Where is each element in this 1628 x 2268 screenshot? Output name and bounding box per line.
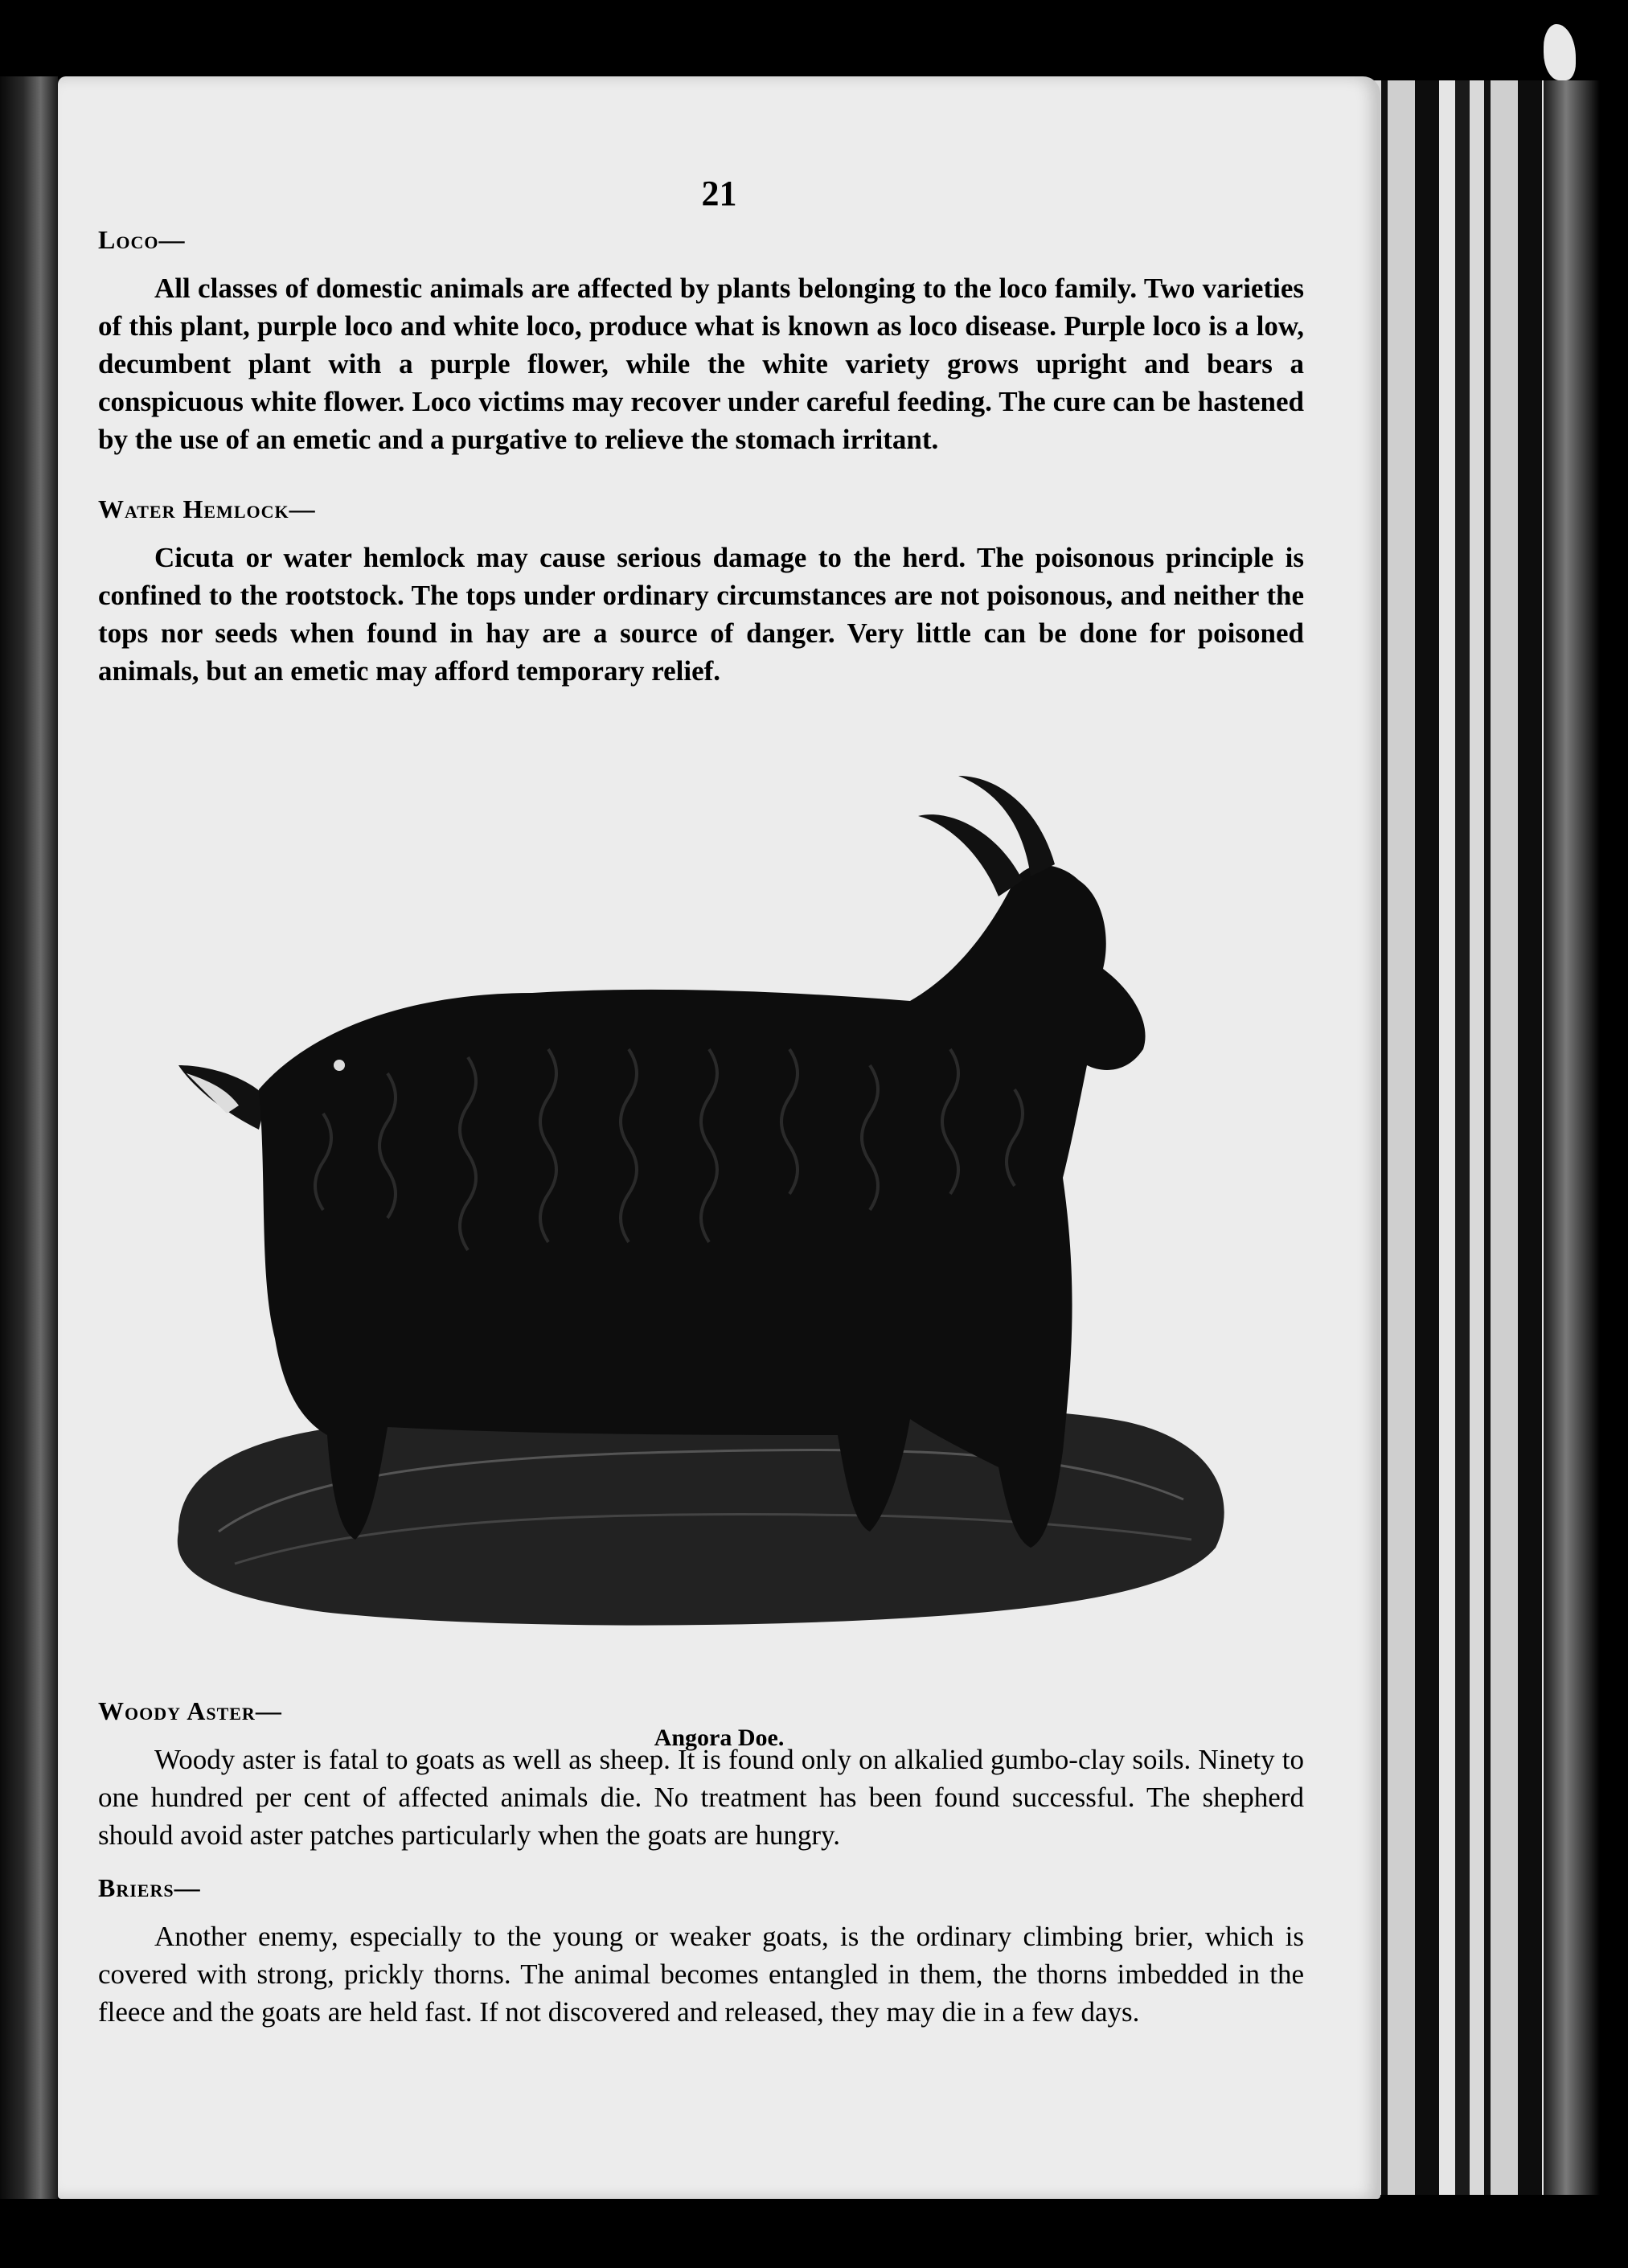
- section-text-woody-aster: Woody aster is fatal to goats as well as sheep. It is found only on alkalied gumbo-clay soils. Ninety to one hundred per cent of affected animals die. No treatment has been found successful. The shepherd should avoid aster patches particularly when the goats are hungry.: [98, 1744, 1304, 1851]
- section-water-hemlock: [98, 494, 1304, 690]
- angora-goat-illustration: [146, 728, 1272, 1704]
- section-heading-woody-aster: Woody Aster—: [98, 1696, 282, 1725]
- figure-caption: Angora Doe.: [654, 1725, 785, 1751]
- section-woody-aster: [98, 1696, 1304, 1854]
- section-heading-loco: Loco—: [98, 225, 186, 254]
- section-loco: [98, 225, 1304, 458]
- section-text-water-hemlock: Cicuta or water hemlock may cause serious damage to the herd. The poisonous principle is confined to the rootstock. The tops under ordinary circumstances are not poisonous, and neither the tops nor seeds when found in hay are a source of danger. Very little can be done for poisoned animals, but an emetic may afford temporary relief.: [98, 542, 1304, 687]
- page-stack-edges: [1367, 80, 1600, 2195]
- section-briers: [98, 1873, 1304, 2031]
- section-heading-briers: Briers—: [98, 1873, 201, 1902]
- page-number: 21: [701, 174, 737, 213]
- section-heading-water-hemlock: Water Hemlock—: [98, 494, 316, 523]
- book-page: [58, 76, 1380, 2199]
- scan-corner-mark: [1544, 24, 1576, 80]
- section-text-briers: Another enemy, especially to the young or weaker goats, is the ordinary climbing brier, which is covered with strong, prickly thorns. The animal becomes entangled in them, the thorns imbedded in the fleece and the goats are held fast. If not discovered and released, they may die in a few days.: [98, 1921, 1304, 2028]
- goat-horn-left: [918, 814, 1023, 896]
- left-binding-edge: [0, 76, 58, 2199]
- section-text-loco: All classes of domestic animals are affected by plants belonging to the loco family. Two varieties of this plant, purple loco and white loco, produce what is known as loco disease. Purple loco is a low, decumbent plant with a purple flower, while the white variety grows upright and bears a conspicuous white flower. Loco victims may recover under careful feeding. The cure can be hastened by the use of an emetic and a purgative to relieve the stomach irritant.: [98, 273, 1304, 455]
